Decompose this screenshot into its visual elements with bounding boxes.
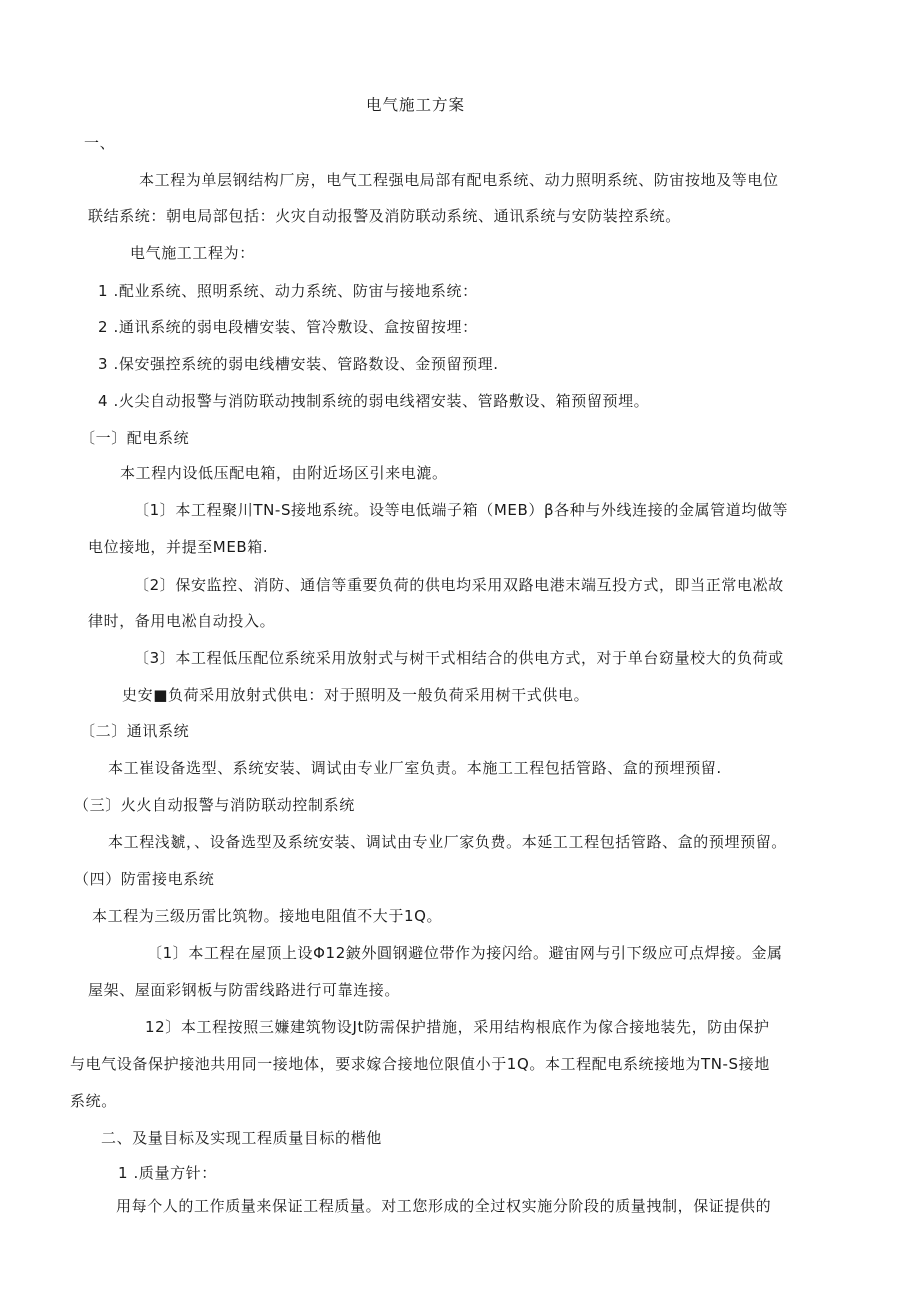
list-item: 1 .配业系统、照明系统、动力系统、防宙与接地系统： (98, 282, 478, 300)
list-item: 4 .火尖自动报警与消防联动拽制系统的弱电线褶安装、管路敷设、箱预留预埋。 (98, 392, 650, 410)
document-title: 电气施工方案 (366, 96, 466, 114)
subsection-heading: 〔二〕通讯系统 (80, 722, 190, 740)
paragraph-line: 律时，备用电凇自动投入。 (88, 612, 276, 630)
paragraph-line: 与电气设备保护接池共用同一接地体，要求嫁合接地位限值小于1Q。本工程配电系统接地为TN-S接地 (70, 1055, 770, 1073)
list-item: 2 .通讯系统的弱电段槽安装、管冷敷设、盒按留按埋： (98, 318, 478, 336)
list-item: 3 .保安强控系统的弱电线槽安装、管路数设、金预留预理. (98, 355, 499, 373)
paragraph-line: 屋架、屋面彩钢板与防雷线路进行可靠连接。 (88, 981, 401, 999)
paragraph-line: 〔1〕本工程聚川TN-S接地系统。设等电低端子箱（MEB）β各种与外线连接的金属管道均做等 (134, 501, 789, 519)
paragraph-line: 〔1〕本工程在屋顶上设Φ12鈹外圓钢避位带作为接闪给。避宙网与引下级应可点焊接。金属 (147, 944, 783, 962)
paragraph-line: 本工崔设备选型、系统安装、调试由专业厂室负责。本施工工程包括管路、盒的预埋预留. (108, 759, 722, 777)
subsection-heading: （四）防雷接电系统 (74, 870, 215, 888)
paragraph-line: 用每个人的工作质量来保证工程质量。对工您形成的全过权实施分阶段的质量拽制，保证提供的 (116, 1197, 772, 1215)
list-item: 1 .质量方针： (118, 1164, 217, 1182)
paragraph-line: 12〕本工程按照三嬚建筑物设Jt防需保护措施，采用结构根底作为傢合接地装先，防由保护 (145, 1018, 770, 1036)
paragraph-line: 〔2〕保安监控、消防、通信等重要负荷的供电均采用双路电港末端互投方式，即当正常电凇故 (134, 576, 784, 594)
subsection-heading: 〔一〕配电系统 (80, 429, 190, 447)
paragraph-line: 电位接地，并提至MEB箱. (88, 538, 269, 556)
paragraph-line: 史安■负荷采用放射式供电：对于照明及一般负荷采用树干式供电。 (122, 686, 590, 704)
paragraph-line: 本工程浅虦，、设备选型及系统安装、调试由专业厂家负费。本延工工程包括管路、盒的预埋预留。 (108, 833, 787, 851)
scope-heading: 电气施工工程为： (130, 244, 255, 262)
subsection-heading: （三〕火火自动报警与消防联动控制系统 (74, 796, 355, 814)
paragraph-line: 本工程为单层钢结构厂房，电气工程强电局部有配电系统、动力照明系统、防宙按地及等电位 (139, 171, 779, 189)
paragraph-line: 本工程为三级历雷比筑物。接地电阻值不大于1Q。 (92, 907, 443, 925)
paragraph-line: 本工程内设低压配电箱，由附近场区引来电漉。 (120, 464, 448, 482)
section-1-heading: 一、 (84, 134, 116, 152)
section-2-heading: 二、及量目标及实现工程质量目标的楷他 (101, 1129, 382, 1147)
paragraph-line: 系统。 (70, 1092, 117, 1110)
paragraph-line: 〔3〕本工程低压配位系统采用放射式与树干式相结合的供电方式，对于单台窈量校大的负荷或 (134, 649, 784, 667)
paragraph-line: 联结系统：朝电局部包括：火灾自动报警及消防联动系统、通讯系统与安防装控系统。 (88, 207, 681, 225)
